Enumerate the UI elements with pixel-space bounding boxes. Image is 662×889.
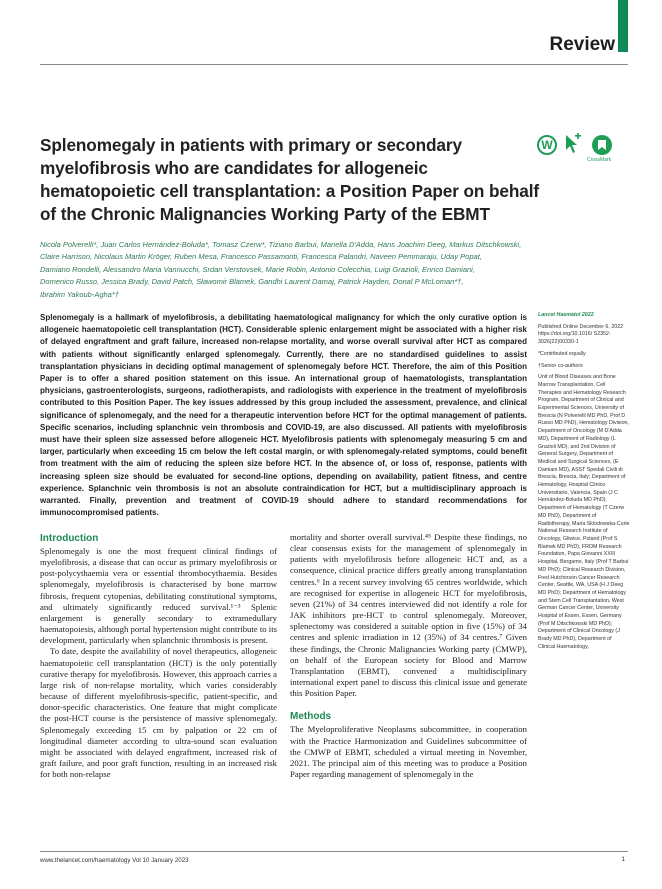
author-line: Ibrahim Yakoub-Agha*†: [40, 289, 119, 299]
title-line: of the Chronic Malignancies Working Party of the EBMT: [40, 204, 490, 224]
affiliations: Unit of Blood Diseases and Bone Marrow Transplantation, Cell Therapies and Hematology Research Program, Department of Clinical and Experimental Sciences, University of Brescia (N Polverelli MD PhD, Prof D Russo MD PhD), Hematology Division, Department of Oncology (M D'Adda MD), Department of Radiology (L Grazioli MD), and 2nd Division of General Surgery, Department of Medical and Surgical Sciences, (E Damiani MD), ASST Spedali Civili di Brescia, Brescia, Italy; Department of Hematology, Hospital Clinico Universitario, Valencia, Spain (J C Hernández-Boluda MD PhD); Department of Hematology (T Czerw MD PhD), Department of Radiotherapy, Maria Sklodowska-Curie National Research Institute of Oncology, Gliwice, Poland (Prof S Blamek MD PhD); FROM Research Foundation, Papa Giovanni XXIII Hospital, Bergamo, Italy (Prof T Barbui MD PhD); Clinical Research Division, Fred Hutchinson Cancer Research Center, Seattle, WA, USA (H J Deeg MD PhD); Department of Hematology and Stem Cell Transplantation, West German Cancer Center, University Hospital of Essen, Essen, Germany (Prof M Ditschkowski MD PhD); Department of Clinical Oncology (J Brady MD PhD), Department of Clinical Haematology,: [538, 374, 630, 650]
title-line: Splenomegaly in patients with primary or secondary: [40, 135, 462, 155]
article-sidebar: [538, 312, 630, 652]
body-column-right: [290, 532, 527, 780]
w-badge-icon[interactable]: W: [537, 135, 557, 155]
title-line: myelofibrosis who are candidates for allogeneic: [40, 158, 428, 178]
intro-paragraph: Splenomegaly is one the most frequent clinical findings of myelofibrosis, a disease that can occur as primary myelofibrosis or post-polycythaemia vera or essential thrombocythaemia. Besides splenomegaly, myelofibrosis is characterised by bone marrow fibrosis, frequent cytopenias, debilitating constitutional symptoms, and ultimately significantly reduced survival.¹⁻³ Splenic enlargement is generally secondary to extramedullary haematopoiesis, although portal hypertension might contribute to its development, particularly when splanchnic thrombosis is present.: [40, 546, 277, 646]
crossmark-icon[interactable]: [592, 135, 612, 155]
author-line: Domenico Russo, Jessica Brady, David Patch, Sławomir Blamek, Gandhi Laurent Damaj, Patrick Hayden, Donal P McLoman*†,: [40, 277, 464, 287]
author-line: Damiano Rondelli, Alessandro Maria Vannucchi, Srdan Verstovsek, Marie Robin, Antonio Colecchia, Luigi Grazioli, Enrico Damiani,: [40, 264, 475, 274]
introduction-heading: Introduction: [40, 533, 99, 544]
footer-journal-info[interactable]: www.thelancet.com/haematology Vol 10 January 2023: [40, 857, 189, 864]
article-badges: [537, 133, 619, 167]
cursor-plus-icon[interactable]: [563, 133, 581, 155]
article-title: [40, 134, 540, 226]
journal-citation: Lancet Haematol 2022: [538, 312, 594, 318]
page-number: 1: [621, 856, 625, 863]
author-line: Nicola Polverelli*, Juan Carlos Hernández-Boluda*, Tomasz Czerw*, Tiziano Barbui, Mariella D'Adda, Hans Joachim Deeg, Markus Ditschkowski,: [40, 240, 522, 249]
section-color-bar: [618, 0, 628, 52]
methods-paragraph: The Myeloproliferative Neoplasms subcommittee, in cooperation with the Practice Harmonization and Guidelines subcommittee of the CMWP of EBMT, scheduled a virtual meeting in November, 2021. The principal aim of this meeting was to produce a Position Paper regarding management of splenomegaly in the: [290, 724, 527, 779]
intro-paragraph: mortality and shorter overall survival.⁴⁵ Despite these findings, no clear consensus exists for the management of splenomegaly in patients with myelofibrosis before allogeneic HCT and, as a consequence, clinical practice differs greatly among transplantation centres.⁶ In a recent survey involving 65 centres worldwide, which are recognised for expertise in allogeneic HCT for myelofibrosis, seven (21%) of 34 centres interviewed did not identify a role for JAK inhibitors pre-HCT to control splenomegaly. Moreover, splenectomy was considered a suitable option in five (15%) of 34 centres and splenic irradiation in 12 (35%) of 34 centres.⁷ Given these findings, the Chronic Malignancies Working party (CMWP), on behalf of the European society for Blood and Marrow Transplantation (EBMT), convened a multidisciplinary international expert panel to discuss this clinical issue and generate this Position Paper.: [290, 532, 527, 699]
body-column-left: [40, 532, 277, 780]
header-divider: [40, 64, 628, 65]
crossmark-label: CrossMark: [587, 157, 612, 163]
intro-paragraph: To date, despite the availability of novel therapeutics, allogeneic haematopoietic cell transplantation (HCT) is the only potentially curative therapy for myelofibrosis. However, this approach carries a large risk of non-relapse mortality, which varies considerably because of different myelofibrosis-specific, patient-specific, and donor-specific characteristics. One feature that might complicate the post-HCT course is the persistence of massive splenomegaly. Splenomegaly exceeding 15 cm by palpation or 22 cm of longitudinal diameter according to ultra-sound scan evaluation might be associated with delayed engraftment, increased risk of graft failure, and poor graft function, resulting in an increased risk for both non-relapse: [40, 646, 277, 780]
footer-divider: [40, 851, 628, 852]
author-line: Claire Harrison, Nicolaus Martin Kröger, Ruben Mesa, Francesco Passamonti, Francesca Palandri, Naveen Pemmaraju, Uday Popat,: [40, 252, 482, 262]
title-line: hematopoietic cell transplantation: a Position Paper on behalf: [40, 181, 540, 201]
methods-heading: Methods: [290, 711, 332, 723]
contributed-note: *Contributed equally: [538, 350, 586, 357]
senior-note: †Senior co-authors: [538, 362, 583, 369]
author-list: [40, 239, 630, 301]
published-online[interactable]: Published Online December 6, 2022 https://doi.org/10.1016/ S2352-3026(22)00330-1: [538, 323, 624, 346]
section-label: Review: [549, 34, 615, 55]
abstract: Splenomegaly is a hallmark of myelofibrosis, a debilitating haematological malignancy for which the only curative option is allogeneic haematopoietic cell transplantation (HCT). Considerable splenic enlargement might be associated with a higher risk of delayed engraftment and graft failure, increased non-relapse mortality, and worse overall survival after HCT as compared with patients without significantly enlarged splenomegaly. Currently, there are no standardised guidelines to assist transplantation physicians in deciding optimal management of splenomegaly before HCT. Therefore, the aim of this Position Paper is to offer a shared position statement on this issue. An international group of haematologists, transplantation physicians, gastroenterologists, surgeons, radiotherapists, and radiologists with experience in the treatment of myelofibrosis contributed to this Position Paper. The key issues addressed by this group included the assessment, prevalence, and clinical significance of splenomegaly, and the need for a therapeutic intervention before HCT for the optimal management of patients. Specific scenarios, including splanchnic vein thrombosis and COVID-19, are also discussed. All patients with myelofibrosis must have their spleen size assessed before allogeneic HCT. Myelofibrosis patients with splenomegaly measuring 5 cm and larger, particularly when exceeding 15 cm below the left costal margin, or with splenomegaly-related symptoms, could benefit from treatment with the aim of reducing the spleen size before HCT. In the absence of, or loss of, response, patients with increasing spleen size should be evaluated for second-line options, depending on availability, patient fitness, and centre experience. Splanchnic vein thrombosis is not an absolute contraindication for HCT, but a multidisciplinary approach is warranted. Finally, prevention and treatment of COVID-19 should adhere to standard recommendations for immunocompromised patients.: [40, 313, 527, 518]
